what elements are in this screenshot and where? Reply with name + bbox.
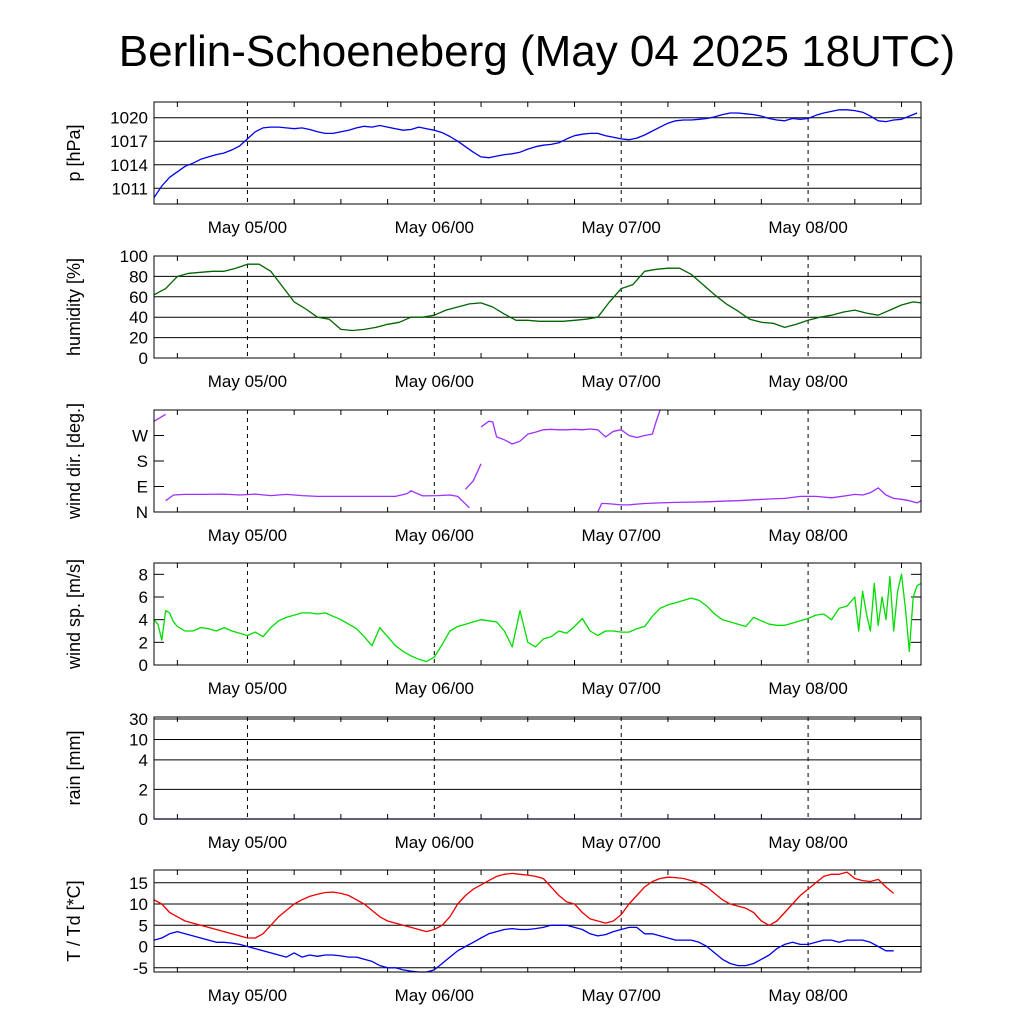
- x-tick-label: May 06/00: [394, 986, 475, 1005]
- y-tick-label: 1011: [111, 179, 148, 199]
- series-4-line: [481, 410, 660, 444]
- series-1-line: [154, 872, 894, 938]
- y-tick-label: 8: [138, 565, 148, 585]
- x-tick-label: May 07/00: [581, 833, 661, 852]
- series-1-line: [154, 414, 166, 421]
- panel-2: [64, 247, 921, 391]
- y-tick-label: S: [136, 452, 148, 471]
- y-tick-label: 0: [138, 937, 148, 957]
- x-tick-label: May 08/00: [768, 218, 848, 237]
- x-tick-label: May 05/00: [207, 986, 288, 1005]
- x-tick-label: May 05/00: [207, 526, 288, 545]
- y-tick-label: 40: [129, 308, 148, 328]
- y-tick-label: 80: [129, 267, 148, 287]
- x-tick-label: May 06/00: [394, 526, 475, 545]
- series-1-line: [154, 574, 921, 661]
- x-tick-label: May 05/00: [207, 218, 288, 237]
- y-axis-label: p [hPa]: [64, 124, 84, 182]
- y-axis-label: rain [mm]: [64, 730, 84, 806]
- y-axis-label: wind sp. [m/s]: [64, 558, 84, 670]
- y-tick-label: 2: [138, 780, 148, 800]
- y-axis-label: T / Td [*C]: [64, 880, 84, 962]
- y-tick-label: W: [131, 426, 148, 446]
- y-tick-label: 10: [129, 895, 148, 914]
- chart-title: Berlin-Schoeneberg (May 04 2025 18UTC): [118, 27, 956, 76]
- y-tick-label: 30: [129, 710, 148, 730]
- y-tick-label: 60: [129, 287, 148, 307]
- y-tick-label: 2: [138, 633, 148, 653]
- y-tick-label: 6: [138, 588, 148, 607]
- y-tick-label: N: [135, 503, 148, 522]
- x-tick-label: May 08/00: [768, 679, 848, 698]
- y-tick-label: -5: [132, 958, 148, 978]
- panel-1: [64, 102, 921, 237]
- y-tick-label: 0: [138, 656, 148, 675]
- panel-5: [64, 710, 921, 852]
- panel-4: [64, 559, 921, 698]
- x-tick-label: May 07/00: [581, 986, 661, 1005]
- y-tick-label: 10: [129, 730, 148, 750]
- x-tick-label: May 07/00: [581, 679, 661, 698]
- y-tick-label: 1020: [110, 108, 148, 128]
- y-axis-label: wind dir. [deg.]: [64, 402, 84, 520]
- y-tick-label: 1017: [110, 132, 148, 152]
- x-tick-label: May 07/00: [581, 218, 661, 237]
- x-tick-label: May 06/00: [394, 218, 475, 237]
- panel-frame: [154, 870, 921, 972]
- y-tick-label: 20: [129, 328, 148, 348]
- x-tick-label: May 08/00: [768, 372, 848, 391]
- x-tick-label: May 06/00: [394, 372, 475, 391]
- y-tick-label: 4: [138, 610, 148, 630]
- x-tick-label: May 05/00: [207, 679, 288, 698]
- series-5-line: [598, 488, 921, 512]
- panel-frame: [154, 256, 921, 358]
- y-tick-label: 5: [138, 916, 148, 936]
- y-tick-label: 100: [119, 247, 148, 266]
- y-tick-label: 1014: [110, 155, 148, 175]
- panel-3: [64, 403, 921, 545]
- x-tick-label: May 08/00: [768, 526, 848, 545]
- x-tick-label: May 07/00: [581, 526, 661, 545]
- series-3-line: [466, 464, 482, 490]
- series-1-line: [154, 110, 917, 198]
- panel-frame: [154, 717, 921, 819]
- y-tick-label: 4: [138, 750, 148, 770]
- y-tick-label: 0: [138, 349, 148, 368]
- x-tick-label: May 08/00: [768, 833, 848, 852]
- panel-6: [64, 870, 921, 1005]
- x-tick-label: May 06/00: [394, 679, 475, 698]
- series-2-line: [166, 491, 470, 508]
- x-tick-label: May 05/00: [207, 833, 288, 852]
- x-tick-label: May 06/00: [394, 833, 475, 852]
- y-tick-label: 15: [129, 873, 148, 893]
- y-axis-label: humidity [%]: [64, 257, 84, 357]
- y-tick-label: E: [136, 477, 148, 497]
- x-tick-label: May 07/00: [581, 372, 661, 391]
- series-1-line: [154, 264, 921, 330]
- panel-frame: [154, 563, 921, 665]
- x-tick-label: May 08/00: [768, 986, 848, 1005]
- x-tick-label: May 05/00: [207, 372, 288, 391]
- y-tick-label: 0: [138, 810, 148, 829]
